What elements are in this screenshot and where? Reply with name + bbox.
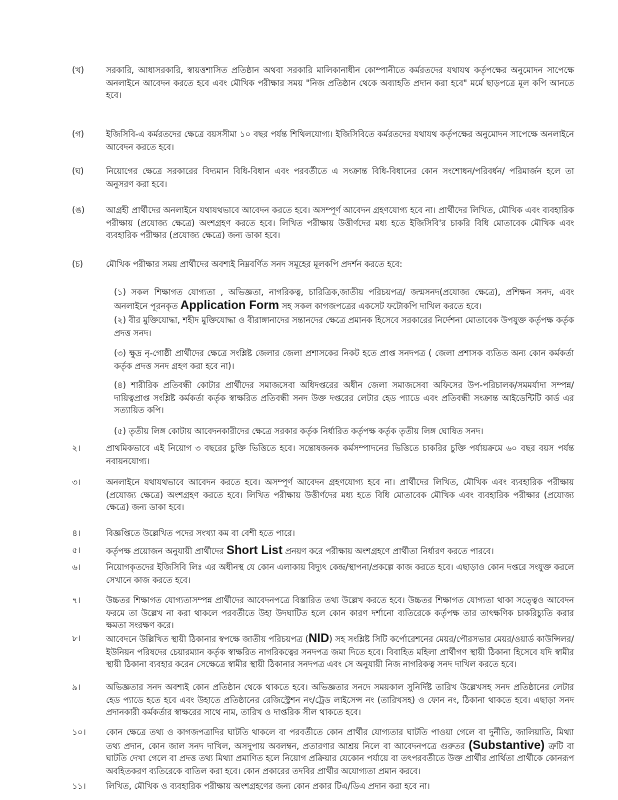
clause-text: প্রাথমিকভাবে এই নিয়োগ ৩ বছরের চুক্তি ভিত্তিতে হবে। সন্তোষজনক কর্মসম্পাদনের ভিত্তিতে চাকরির চুক্তি পর্যায়ক্রমে ৬০ বছর বয়স পর্যন্ত নবায়নযোগ্য। <box>106 443 574 466</box>
document-item: (২) বীর মুক্তিযোদ্ধা, শহীদ মুক্তিযোদ্ধা ও বীরাঙ্গানাদের সন্তানদের ক্ষেত্রে প্রমানক হিসেবে সরকারের নির্দেশনা মোতাবেক উপযুক্ত কর্তৃপক্ষ কর্তৃক প্রদত্ত সনদ। <box>114 315 574 338</box>
clause-number: ১১। <box>72 781 86 791</box>
document-item: (৩) ক্ষুদ্র নৃ-গোষ্ঠী প্রার্থীদের ক্ষেত্রে সংশ্লিষ্ট জেলার জেলা প্রশাসকের নিকট হতে প্রাপ্ত সনদপত্র ( জেলা প্রশাসক ব্যতিত অন্য কোন কর্মকর্তা কর্তৃক প্রদত্ত সনদ গ্রহণ করা হবে না)। <box>114 348 574 371</box>
clause-number: (ঙ) <box>72 205 85 215</box>
clause-number: ৩। <box>72 477 81 487</box>
clause-number: (খ) <box>72 65 85 75</box>
clause-text: নিয়োগের ক্ষেত্রে সরকারের বিদ্যমান বিধি-বিধান এবং পরবর্তীতে এ সংক্রান্ত বিধি-বিধানের কোন সংশোধন/পরিবর্ধন/ পরিমার্জন হলে তা অনুসরণ করা হবে। <box>106 166 574 189</box>
clause-number: (ঘ) <box>72 166 84 176</box>
clause-text: কর্তৃপক্ষ প্রয়োজন অনুযায়ী প্রার্থীদের Short List প্রনয়ণ করে পরীক্ষায় অংশগ্রহণে প্রার্থীতা নির্ধারণ করতে পারবে। <box>106 543 494 557</box>
clause-number: (চ) <box>72 259 84 269</box>
clause-number: ৬। <box>72 562 81 572</box>
clause-text: লিখিত, মৌখিক ও ব্যবহারিক পরীক্ষায় অংশগ্রহণের জন্য কোন প্রকার টিএ/ডিএ প্রদান করা হবে না। <box>106 781 430 791</box>
clause-text: উচ্চতর শিক্ষাগত যোগ্যতাসম্পন্ন প্রার্থীদের আবেদনপত্রে বিস্তারিত তথ্য উল্লেখ করতে হবে। উচ্চতর শিক্ষাগত যোগ্যতা থাকা সত্ত্বেও আবেদন ফরমে তা উল্লেখ না করা থাকলে পরবর্তীতে উহা উদঘাটিত হলে কোন কারণ দর্শানো ব্যতিরেকে কর্তৃপক্ষ তার তাৎক্ষণিক চাকরিচ্যুতি করার ক্ষমতা সংরক্ষণ করে। <box>106 595 574 631</box>
clause-text: আবেদনে উল্লিখিত স্থায়ী ঠিকানার স্বপক্ষে জাতীয় পরিচয়পত্র (NID) সহ সংশ্লিষ্ট সিটি কর্পোরেশনের মেয়র/পৌরসভার মেয়র/ওয়ার্ড কাউন্সিলর/ইউনিয়ন পরিষদের চেয়ারম্যান কর্তৃক স্বাক্ষরিত নাগরিকত্বের সনদপত্র জমা দিতে হবে। বিবাহিত মহিলা প্রার্থীগণ স্থায়ী ঠিকানা হিসেবে যদি স্বামীর স্থায়ী ঠিকানা ব্যবহার করেন সেক্ষেত্রে স্বামীর স্থায়ী ঠিকানার সনদপত্র এবং সে অনুযায়ী নিজ নাগরিকত্ব সনদ দাখিল করতে হবে। <box>106 631 574 670</box>
clause-text: মৌখিক পরীক্ষার সময় প্রার্থীদের অবশ্যই নিম্নবর্ণিত সনদ সমূহের মূলকপি প্রদর্শন করতে হবে: <box>106 259 403 269</box>
clause-text: আগ্রহী প্রার্থীদের অনলাইনে যথাযথভাবে আবেদন করতে হবে। অসম্পূর্ণ আবেদন গ্রহণযোগ্য হবে না। প্রার্থীদের লিখিত, মৌখিক এবং ব্যবহারিক পরীক্ষায় (প্রযোজ্য ক্ষেত্রে) অংশগ্রহণ করতে হবে। লিখিত পরীক্ষায় উত্তীর্ণদের মধ্য হতে ইজিসিবি'র চাকরি বিধি মোতাবেক মৌখিক এবং ব্যবহারিক পরীক্ষার (প্রযোজ্য ক্ষেত্রে) জন্য ডাকা হবে। <box>106 205 574 241</box>
clause-text: নিয়োগকৃতদের ইজিসিবি লিঃ এর অধীনস্থ যে কোন এলাকায় বিদ্যুৎ কেন্দ্র/স্থাপনা/প্রকল্পে কাজ করতে হবে। এছাড়াও কোন দপ্তরে সংযুক্ত করলে সেখানে কাজ করতে হবে। <box>106 562 574 585</box>
clause-number: ৭। <box>72 595 81 605</box>
clause-text: সরকারি, আধাসরকারি, স্বায়ত্তশাসিত প্রতিষ্ঠান অথবা সরকারি মালিকানাধীন কোম্পানীতে কর্মরতদের যথাযথ কর্তৃপক্ষের অনুমোদন সাপেক্ষে অনলাইনে আবেদন করতে হবে এবং মৌখিক পরীক্ষার সময় "নিজ প্রতিষ্ঠান থেকে অব্যাহতি প্রদান করা হবে" মর্মে ছাড়পত্রে মূল কপি আনতে হবে। <box>106 65 574 101</box>
clause-number: ২। <box>72 443 81 453</box>
clause-number: (গ) <box>72 129 85 139</box>
clause-text: বিজ্ঞপ্তিতে উল্লেখিত পদের সংখ্যা কম বা বেশী হতে পারে। <box>106 528 296 538</box>
clause-number: ৫। <box>72 545 81 555</box>
clause-text: অনলাইনে যথাযথভাবে আবেদন করতে হবে। অসম্পূর্ণ আবেদন গ্রহণযোগ্য হবে না। প্রার্থীদের লিখিত, মৌখিক এবং ব্যবহারিক পরীক্ষায় (প্রযোজ্য ক্ষেত্রে) অংশগ্রহণ করতে হবে। লিখিত পরীক্ষায় উত্তীর্ণদের মধ্য হতে বিধি মোতাবেক মৌখিক এবং ব্যবহারিক পরীক্ষার (প্রযোজ্য ক্ষেত্রে) জন্য ডাকা হবে। <box>106 477 574 513</box>
clause-number: ১০। <box>72 727 86 737</box>
document-item: (১) সকল শিক্ষাগত যোগ্যতা , অভিজ্ঞতা, নাগরিকত্ব, চারিত্রিক,জাতীয় পরিচয়পত্র/ জন্মসনদ(প্রযোজ্য ক্ষেত্রে), প্রশিক্ষন সনদ, এবং অনলাইনে পূরনকৃত Application Form সহ সকল কাগজপত্রের একসেট ফটোকপি দাখিল করতে হবে। <box>114 287 574 312</box>
clause-text: ইজিসিবি-এ কর্মরতদের ক্ষেত্রে বয়সসীমা ১০ বছর পর্যন্ত শিথিলযোগ্য। ইজিসিবিতে কর্মরতদের যথাযথ কর্তৃপক্ষের অনুমোদন সাপেক্ষে অনলাইনে আবেদন করতে হবে। <box>106 129 574 152</box>
clause-number: ৮। <box>72 633 81 643</box>
clause-number: ৯। <box>72 682 81 692</box>
clause-text: কোন ক্ষেত্রে তথ্য ও কাগজপত্রাদির ঘাটতি থাকলে বা পরবর্তীতে কোন প্রার্থীর যোগ্যতার ঘাটতি পাওয়া গেলে বা দুর্নীতি, জালিয়াতি, মিথ্যা তথ্য প্রদান, কোন জাল সনদ দাখিল, অসদুপায় অবলম্বন, প্রতারণার আশ্রয় নিলে বা আবেদনপত্রে গুরুতর (Substantive) ত্রুটি বা ঘাটতি দেখা গেলে বা প্রদত্ত তথ্য মিথ্যা প্রমাণিত হলে নিয়োগ প্রক্রিয়ার যেকোন পর্যায়ে বা তৎপরবর্তীতে উক্ত প্রার্থীর প্রার্থিতা প্রার্থীকে কোনরূপ অবহিতকরণ ব্যতিরেকে বাতিল করা হবে। কোন প্রকারের তদবির প্রার্থীর অযোগ্যতা প্রমান করবে। <box>106 727 574 776</box>
clause-number: ৪। <box>72 528 81 538</box>
clause-text: অভিজ্ঞতার সনদ অবশ্যই কোন প্রতিষ্ঠান থেকে থাকতে হবে। অভিজ্ঞতার সনদে সময়কাল সুনির্দিষ্ট তারিখ উল্লেখসহ সনদ প্রতিষ্ঠানের লেটার হেড প্যাডে হতে হবে এবং উহাতে প্রতিষ্ঠানের রেজিস্ট্রেশন নং/ট্রেড লাইসেন্স নং (তারিখসহ) ও ফোন নং, ঠিকানা থাকতে হবে। এছাড়া সনদ প্রদানকারী কর্মকর্তার স্বাক্ষরের সাথে নাম, তারিখ ও দাপ্তরিক সীল থাকতে হবে। <box>106 682 574 718</box>
document-item: (৫) তৃতীয় লিঙ্গ কোটায় আবেদনকারীদের ক্ষেত্রে সরকার কর্তৃক নির্ধারিত কর্তৃপক্ষ কর্তৃক তৃতীয় লিঙ্গ ঘোষিত সনদ। <box>114 426 484 436</box>
document-item: (৪) শারীরিক প্রতিবন্ধী কোটার প্রার্থীদের সমাজসেবা অধিদপ্তরের অধীন জেলা সমাজসেবা অফিসের উপ-পরিচালক/সমমর্যাদা সম্পন্ন/দায়িত্বপ্রাপ্ত সংশ্লিষ্ট কর্মকর্তা কর্তৃক স্বাক্ষরিত প্রতিবন্ধী সনদ উক্ত দপ্তরের লেটার হেড প্যাডে এবং প্রতিবন্ধী সংক্রান্ত আইডেন্টিটি কার্ড এর সত্যায়িত কপি। <box>114 380 574 416</box>
